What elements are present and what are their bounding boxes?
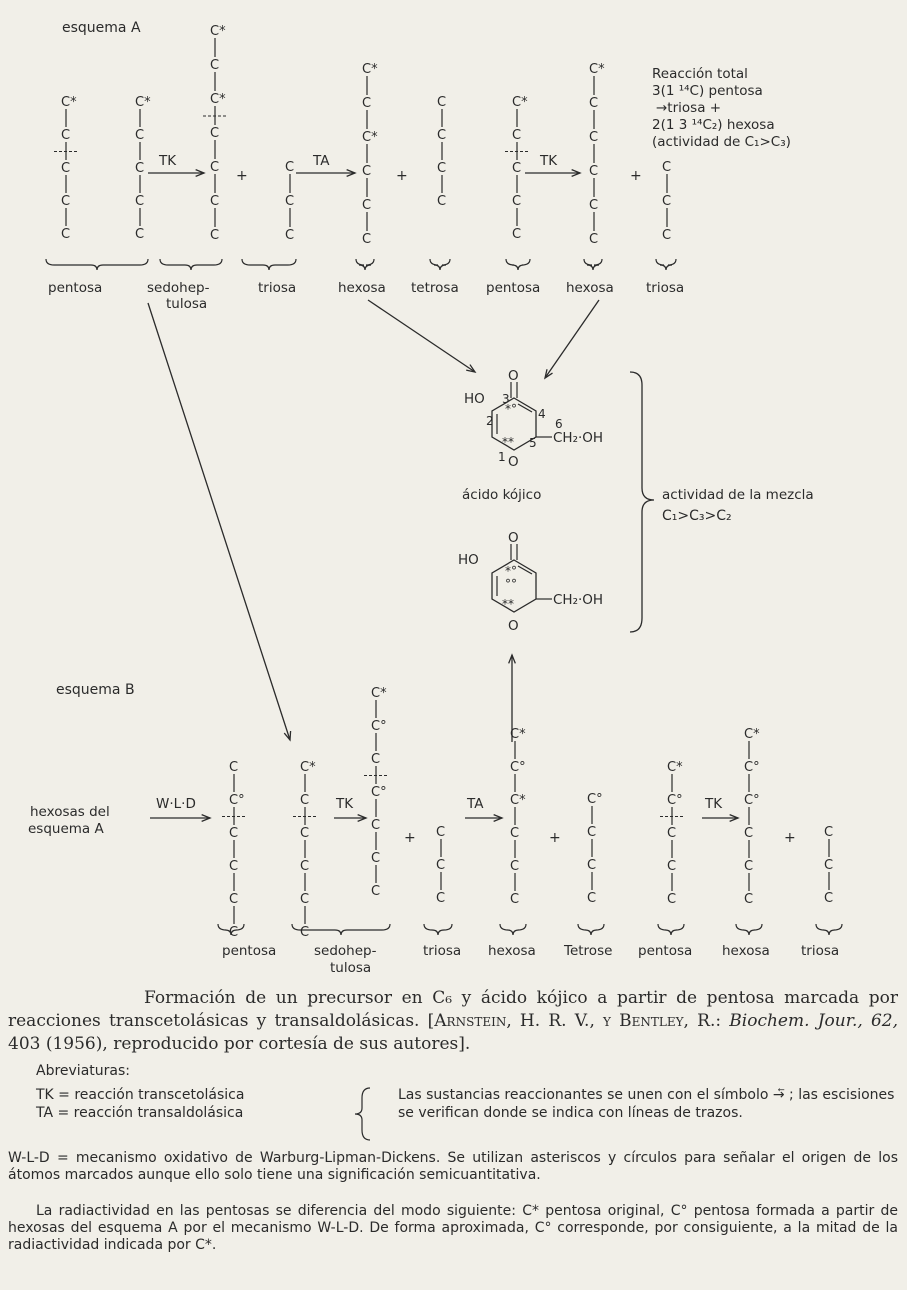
svg-text:C: C [229,859,239,874]
scheme-b-title: esquema B [56,682,135,698]
arrow-tk [148,170,204,177]
svg-text:C: C [135,194,145,209]
arrow-to-kojic [368,300,475,372]
scheme-a-tk1: TK [159,153,177,169]
svg-text:C*: C* [135,95,151,110]
svg-text:C: C [744,892,754,907]
svg-text:tulosa: tulosa [166,296,208,312]
group-brace [656,259,676,270]
scheme-a-tk2: TK [540,153,558,169]
svg-text:C: C [300,925,310,940]
svg-text:C*: C* [589,62,605,77]
pentose-chain [505,95,529,242]
scheme-b-wld: W·L·D [156,796,196,812]
svg-text:C: C [135,227,145,242]
arrow-sedoheptulose-to-b [148,303,291,740]
svg-text:C: C [371,884,381,899]
group-brace [160,259,222,270]
svg-text:C: C [437,161,447,176]
svg-text:C: C [510,826,520,841]
svg-text:C: C [229,760,239,775]
svg-text:C°: C° [587,792,603,807]
svg-text:C*: C* [510,793,526,808]
svg-text:C: C [512,161,522,176]
figure-caption: Formación de un precursor en C₆ y ácido kójico a partir de pentosa marcada por reacciones transcetolásicas y transaldolásicas. [Arnstein, H. R. V., y Bentley, R.: Biochem. Jour., 62, 403 (1956), reproducido por cortesía de sus autores]. [8,988,899,1054]
scheme-b-input-label: esquema A [28,821,104,837]
svg-text:C: C [824,858,834,873]
svg-text:4: 4 [538,407,546,421]
svg-text:O: O [508,530,519,546]
hexose-chain [589,62,605,247]
svg-text:C: C [589,130,599,145]
svg-text:C: C [824,891,834,906]
triose-chain [436,825,445,906]
svg-text:°°: °° [505,577,517,591]
svg-text:C°: C° [744,793,760,808]
svg-text:O: O [508,368,519,384]
svg-text:tetrosa: tetrosa [411,280,459,296]
svg-text:HO: HO [458,552,479,568]
svg-text:C: C [362,198,372,213]
svg-text:C°: C° [667,793,683,808]
svg-text:C: C [662,160,672,175]
svg-text:C: C [744,859,754,874]
svg-text:C: C [135,128,145,143]
tetrose-chain [587,792,603,906]
svg-text:→triosa +: →triosa + [656,100,722,116]
svg-text:C: C [61,128,71,143]
pentose-chain [135,95,151,242]
svg-text:C*: C* [210,24,226,39]
svg-text:C: C [667,826,677,841]
svg-text:5: 5 [529,436,537,450]
svg-text:C: C [210,228,220,243]
svg-text:C: C [589,96,599,111]
group-brace [430,259,450,270]
scheme-a-labels [48,280,684,312]
abbreviations-title: Abreviaturas: [36,1063,130,1079]
svg-text:C: C [61,227,71,242]
pentose-chain [54,95,78,242]
svg-text:C*: C* [362,62,378,77]
svg-text:C: C [436,858,446,873]
svg-text:C*: C* [510,727,526,742]
svg-text:3: 3 [502,392,510,406]
svg-text:hexosa: hexosa [338,280,386,296]
svg-text:Reacción total: Reacción total [652,66,748,82]
abbr-tk: TK = reacción transcetolásica [36,1087,245,1103]
svg-text:C: C [300,892,310,907]
svg-text:C: C [135,161,145,176]
arrow-wld [150,815,210,822]
svg-text:2: 2 [486,414,494,428]
pentose-chain [660,760,684,907]
scheme-b-tk2: TK [705,796,723,812]
svg-text:(actividad de C₁>C₃): (actividad de C₁>C₃) [652,134,791,150]
radioactivity-paragraph: La radiactividad en las pentosas se diferencia del modo siguiente: C* pentosa original, C° pentosa formada a partir de hexosas del esquema A por el mecanismo W-L-D. De forma aproximada, C° corresponde, por consiguiente, a la mitad de la radiactividad indicada por C*. [8,1203,898,1253]
svg-text:C: C [667,859,677,874]
svg-text:triosa: triosa [423,943,462,959]
svg-text:C: C [436,891,446,906]
svg-text:hexosa: hexosa [488,943,536,959]
group-brace [242,259,296,270]
svg-text:*°: *° [505,564,517,578]
svg-text:C*: C* [210,92,226,107]
abbr-brace [352,1086,376,1142]
scheme-b-tk1: TK [336,796,354,812]
hexose-chain [510,727,526,907]
svg-text:C: C [362,232,372,247]
svg-text:C: C [667,892,677,907]
svg-text:C: C [285,228,295,243]
svg-text:C: C [662,194,672,209]
svg-text:C: C [437,194,447,209]
svg-text:CH₂·OH: CH₂·OH [553,430,604,446]
svg-text:C: C [512,227,522,242]
arrow-tk [525,170,580,177]
kojic-acid-label: ácido kójico [462,487,542,503]
svg-text:1: 1 [498,450,506,464]
svg-text:C: C [362,96,372,111]
scheme-a-title: esquema A [62,20,141,36]
scheme-b-input-label: hexosas del [30,804,110,820]
svg-text:C: C [589,232,599,247]
hexose-chain [744,727,760,907]
hexose-chain [362,62,378,247]
svg-text:C°: C° [229,793,245,808]
arrow-ta [465,815,502,822]
svg-text:C: C [744,826,754,841]
sedoheptulose-chain [203,24,227,243]
svg-text:C°: C° [371,785,387,800]
svg-text:pentosa: pentosa [486,280,541,296]
abbr-note: Las sustancias reaccionantes se unen con el símbolo →⃖ ; las escisiones se verifican donde se indica con líneas de trazos. [398,1087,895,1121]
group-brace [584,259,602,270]
svg-text:C: C [285,160,295,175]
kojic-acid-structure [458,530,603,634]
plus-sign: + [784,830,796,846]
svg-text:C: C [512,194,522,209]
svg-text:CH₂·OH: CH₂·OH [553,592,604,608]
scheme-b-ta: TA [467,796,484,812]
svg-text:C°: C° [744,760,760,775]
svg-text:tulosa: tulosa [330,960,372,976]
svg-text:C: C [512,128,522,143]
tetrose-chain [437,95,446,209]
svg-text:triosa: triosa [801,943,840,959]
svg-text:C*: C* [512,95,528,110]
group-brace [816,924,842,935]
svg-text:hexosa: hexosa [566,280,614,296]
hexose-chain [222,760,246,940]
svg-text:sedohep-: sedohep- [314,943,377,959]
svg-text:C°: C° [510,760,526,775]
scheme-b-labels [222,943,839,976]
arrow-tk [702,815,738,822]
svg-text:C: C [437,128,447,143]
svg-text:C: C [589,198,599,213]
svg-text:C: C [510,859,520,874]
svg-text:sedohep-: sedohep- [147,280,210,296]
svg-text:O: O [508,618,519,634]
svg-text:Tetrose: Tetrose [564,943,613,959]
mixture-activity-label: actividad de la mezcla [662,487,814,503]
group-brace [46,259,148,270]
group-brace [356,259,374,270]
svg-text:O: O [508,454,519,470]
svg-text:C*: C* [667,760,683,775]
svg-text:6: 6 [555,417,563,431]
triose-chain [824,825,833,906]
svg-text:C: C [229,925,239,940]
plus-sign: + [236,168,248,184]
svg-text:C: C [229,892,239,907]
svg-text:C: C [436,825,446,840]
abbr-ta: TA = reacción transaldolásica [36,1105,244,1121]
svg-text:C: C [510,892,520,907]
grouping-brace [630,372,654,632]
pentose-chain [293,760,317,940]
svg-text:C*: C* [362,130,378,145]
svg-text:C*: C* [371,686,387,701]
plus-sign: + [630,168,642,184]
mixture-activity-order: C₁>C₃>C₂ [662,508,732,524]
svg-text:C: C [587,891,597,906]
svg-text:triosa: triosa [258,280,297,296]
svg-text:C*: C* [744,727,760,742]
svg-text:C: C [300,826,310,841]
svg-text:C°: C° [371,719,387,734]
svg-text:C: C [662,228,672,243]
group-brace [578,924,604,935]
svg-text:C: C [210,126,220,141]
plus-sign: + [549,830,561,846]
arrow-ta [296,170,355,177]
svg-text:*°: *° [505,402,517,416]
svg-text:C: C [362,164,372,179]
svg-text:HO: HO [464,391,485,407]
svg-text:pentosa: pentosa [48,280,103,296]
svg-text:**: ** [502,597,514,611]
svg-text:C: C [300,859,310,874]
reaction-total-note [652,66,791,150]
svg-text:C: C [210,194,220,209]
svg-text:C: C [61,161,71,176]
svg-text:C: C [371,818,381,833]
group-brace [424,924,452,935]
svg-text:C: C [229,826,239,841]
kojic-acid-structure [464,368,603,470]
plus-sign: + [396,168,408,184]
svg-text:C: C [437,95,447,110]
group-brace [506,259,530,270]
svg-text:C*: C* [61,95,77,110]
reaction-arrows [148,170,738,822]
svg-text:hexosa: hexosa [722,943,770,959]
svg-text:2(1 3 ¹⁴C₂) hexosa: 2(1 3 ¹⁴C₂) hexosa [652,117,775,133]
svg-text:C: C [61,194,71,209]
svg-text:C: C [300,793,310,808]
svg-text:pentosa: pentosa [638,943,693,959]
svg-text:C: C [824,825,834,840]
triose-chain [662,160,671,243]
svg-text:C*: C* [300,760,316,775]
sedoheptulose-chain [364,686,388,899]
svg-text:C: C [371,851,381,866]
svg-text:C: C [587,825,597,840]
group-brace [500,924,526,935]
svg-text:3(1 ¹⁴C) pentosa: 3(1 ¹⁴C) pentosa [652,83,763,99]
plus-sign: + [404,830,416,846]
svg-text:C: C [285,194,295,209]
arrow-to-kojic [545,300,599,378]
svg-text:C: C [210,58,220,73]
triose-chain [285,160,294,243]
group-brace [658,924,684,935]
svg-text:C: C [210,160,220,175]
svg-text:C: C [589,164,599,179]
scheme-a-ta: TA [313,153,330,169]
svg-text:C: C [587,858,597,873]
svg-text:triosa: triosa [646,280,685,296]
wld-paragraph: W-L-D = mecanismo oxidativo de Warburg-Lipman-Dickens. Se utilizan asteriscos y círculos para señalar el origen de los átomos marcados aunque ello solo tiene una significación semicuantitativa. [8,1150,898,1183]
svg-text:C: C [371,752,381,767]
svg-text:**: ** [502,435,514,449]
svg-text:pentosa: pentosa [222,943,277,959]
group-brace [736,924,762,935]
arrow-tk [334,815,366,822]
